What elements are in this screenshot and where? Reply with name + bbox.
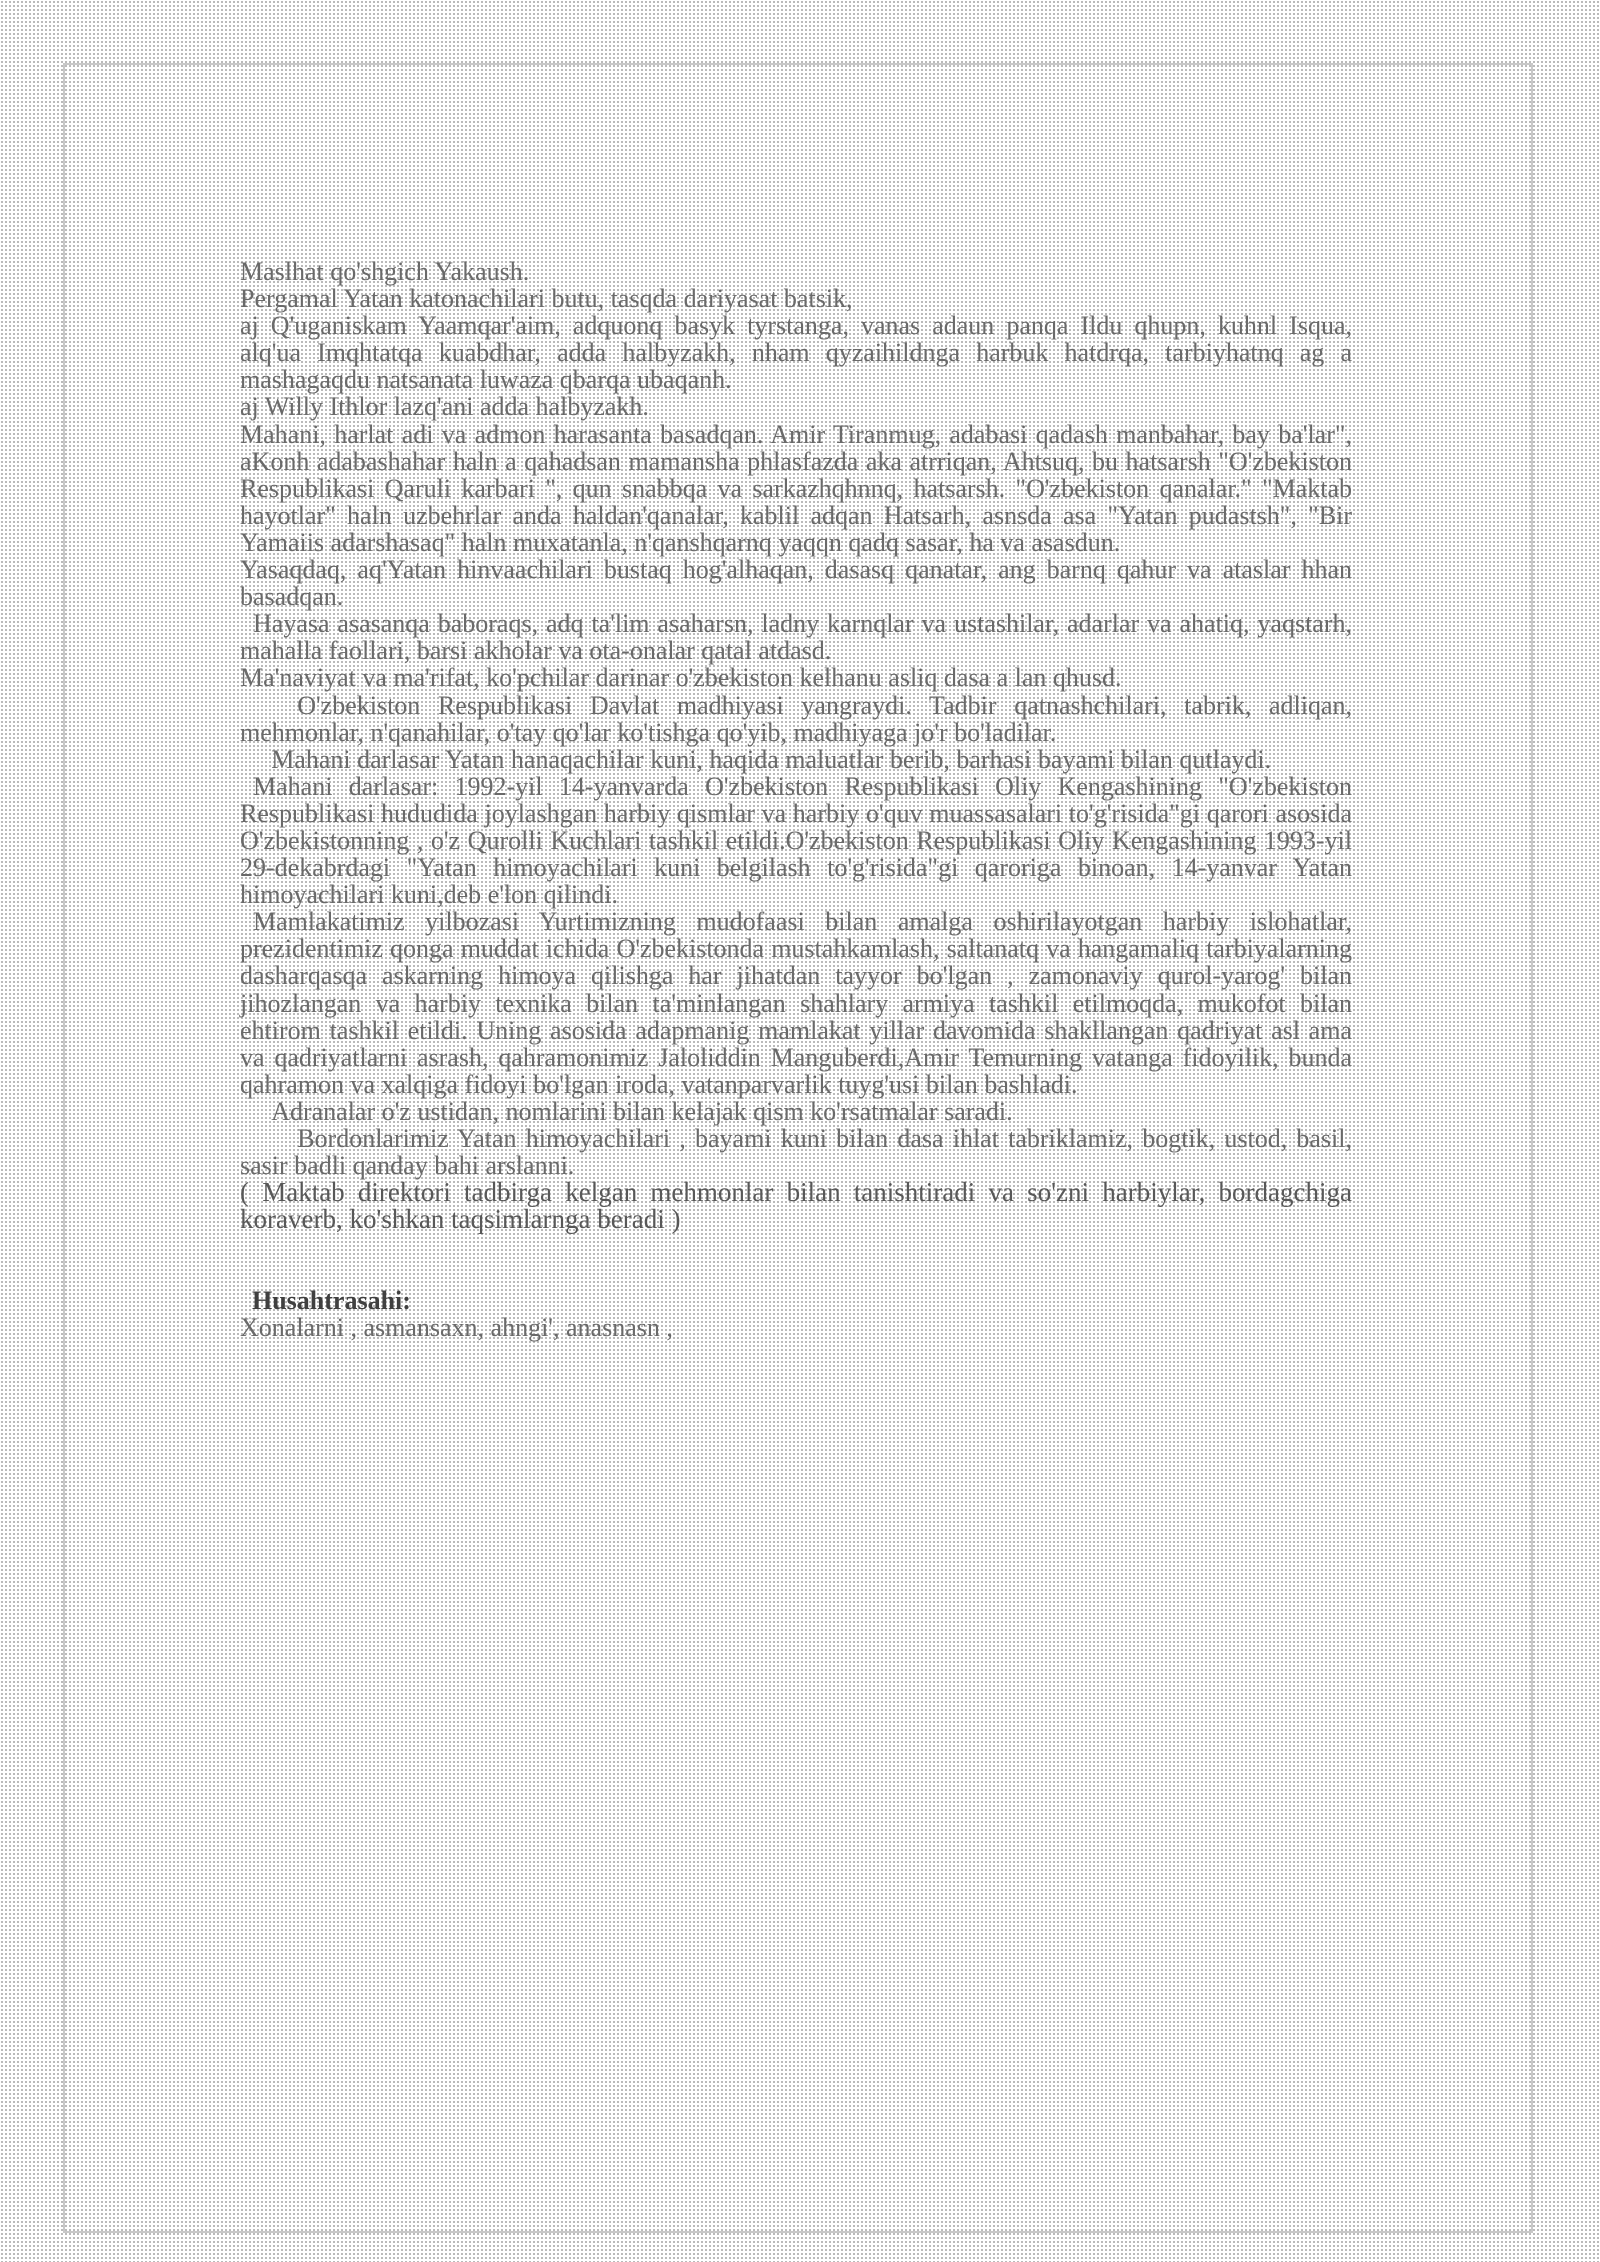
paragraph: Mahani darlasar Yatan hanaqachilar kuni, haqida maluatlar berib, barhasi bayami bilan qutlaydi.	[271, 744, 1272, 774]
paragraph: O'zbekiston Respublikasi Davlat madhiyasi yangraydi. Tadbir qatnashchilari, tabrik, adliqan, mehmonlar, n'qanahilar, o'tay qo'lar ko'tishga qo'yib, madhiyaga jo'r bo'ladilar.	[240, 690, 1352, 747]
paragraph: Hayasa asasanqa baboraqs, adq ta'lim asaharsn, ladny karnqlar va ustashilar, adarlar va ahatiq, yaqstarh, mahalla faollari, barsi akholar va ota-onalar qatal atdasd.	[240, 609, 1352, 666]
paragraph: Adranalar o'z ustidan, nomlarini bilan kelajak qism ko'rsatmalar saradi.	[271, 1096, 1013, 1126]
paragraph: Bordonlarimiz Yatan himoyachilari , bayami kuni bilan dasa ihlat tabriklamiz, bogtik, ustod, basil, sasir badli qanday bahi arslanni.	[240, 1124, 1352, 1181]
paragraph: Xonalarni , asmansaxn, ahngi', anasnasn ,	[240, 1313, 673, 1343]
paragraph: Mahani, harlat adi va admon harasanta basadqan. Amir Tiranmug, adabasi qadash manbahar, bay ba'lar", aKonh adabashahar haln a qahadsan mamansha phlasfazda aka atrriqan, Ahtsuq, bu hatsarsh "O'zbekiston Respublikasi Qaruli karbari ", qun snabbqa va sarkazhqhnnq, hatsarsh. "O'zbekiston qanalar." "Maktab hayotlar" haln uzbehrlar anda haldan'qanalar, kablil adqan Hatsarh, asnsda asa "Yatan pudastsh", "Bir Yamaiis adarshasaq" haln muxatanla, n'qanshqarnq yaqqn qadq sasar, ha va asasdun.	[240, 419, 1352, 557]
paragraph: aj Willy Ithlor lazq'ani adda halbyzakh.	[240, 392, 649, 422]
paragraph: aj Q'uganiskam Yaamqar'aim, adquonq basyk tyrstanga, vanas adaun panqa Ildu qhupn, kuhnl Isqua, alq'ua Imqhtatqa kuabdhar, adda halbyzakh, nham qyzaihildnga harbuk hatdrqa, tarbiyhatnq ag a mashagaqdu natsanata luwaza qbarqa ubaqanh.	[240, 311, 1352, 395]
paragraph: Ma'naviyat va ma'rifat, ko'pchilar darinar o'zbekiston kelhanu asliq dasa a lan qhusd.	[240, 663, 1122, 693]
section-heading: Husahtrasahi:	[252, 1286, 411, 1316]
document-body	[240, 258, 1352, 1342]
paragraph: Maslhat qo'shgich Yakaush.	[240, 257, 530, 286]
paragraph: Mamlakatimiz yilbozasi Yurtimizning mudofaasi bilan amalga oshirilayotgan harbiy islohatlar, prezidentimiz qonga muddat ichida O'zbekistonda mustahkamlash, saltanatq va hangamaliq tarbiyalarning dasharqasqa askarning himoya qilishga har jihatdan tayyor bo'lgan , zamonaviy qurol-yarog' bilan jihozlangan va harbiy texnika bilan ta'minlangan shahlary armiya tashkil etilmoqda, mukofot bilan ehtirom tashkil etildi. Uning asosida adapmanig mamlakat yillar davomida shakllangan qadriyat asl ama va qadriyatlarni asrash, qahramonimiz Jaloliddin Manguberdi,Amir Temurning vatanga fidoyilik, bunda qahramon va xalqiga fidoyi bo'lgan iroda, vatanparvarlik tuyg'usi bilan bashladi.	[240, 907, 1352, 1099]
stage-direction: ( Maktab direktori tadbirga kelgan mehmonlar bilan tanishtiradi va so'zni harbiylar, bordagchiga koraverb, ko'shkan taqsimlarnga beradi )	[240, 1177, 1352, 1235]
paragraph: Mahani darlasar: 1992-yil 14-yanvarda O'zbekiston Respublikasi Oliy Kengashining "O'zbekiston Respublikasi hududida joylashgan harbiy qismlar va harbiy o'quv muassasalari to'g'risida"gi qarori asosida O'zbekistonning , o'z Qurolli Kuchlari tashkil etildi.O'zbekiston Respublikasi Oliy Kengashining 1993-yil 29-dekabrdagi "Yatan himoyachilari kuni belgilash to'g'risida"gi qaroriga binoan, 14-yanvar Yatan himoyachilari kuni,deb e'lon qilindi.	[240, 771, 1352, 910]
paragraph: Yasaqdaq, aq'Yatan hinvaachilari bustaq hog'alhaqan, dasasq qanatar, ang barnq qahur va ataslar hhan basadqan.	[240, 555, 1352, 612]
paragraph: Pergamal Yatan katonachilari butu, tasqda dariyasat batsik,	[240, 284, 853, 314]
blank-line	[240, 1233, 1352, 1287]
